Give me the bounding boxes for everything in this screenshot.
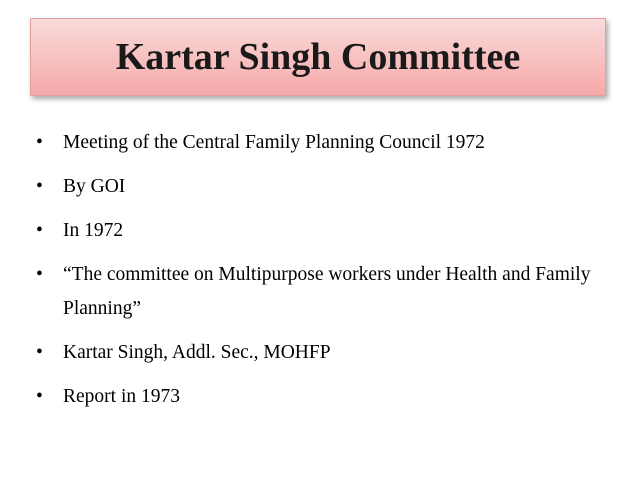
bullet-item-3: [36, 214, 616, 248]
bullet-item-6: [36, 380, 616, 414]
bullet-list: [36, 126, 616, 424]
bullet-text: By GOI: [63, 176, 126, 197]
bullet-item-2: [36, 170, 616, 204]
bullet-icon: •: [36, 386, 43, 407]
bullet-item-5: [36, 336, 616, 370]
bullet-text: “The committee on Multipurpose workers under Health and Family Planning”: [63, 264, 591, 319]
bullet-icon: •: [36, 342, 43, 363]
bullet-text: In 1972: [63, 220, 124, 241]
bullet-item-4: [36, 258, 616, 326]
slide-title: Kartar Singh Committee: [115, 36, 521, 78]
bullet-text: Meeting of the Central Family Planning Council 1972: [63, 132, 485, 153]
bullet-text: Report in 1973: [63, 386, 180, 407]
bullet-text: Kartar Singh, Addl. Sec., MOHFP: [63, 342, 331, 363]
bullet-icon: •: [36, 132, 43, 153]
bullet-item-1: [36, 126, 616, 160]
bullet-icon: •: [36, 264, 43, 285]
bullet-icon: •: [36, 220, 43, 241]
title-banner: [30, 18, 606, 96]
bullet-icon: •: [36, 176, 43, 197]
